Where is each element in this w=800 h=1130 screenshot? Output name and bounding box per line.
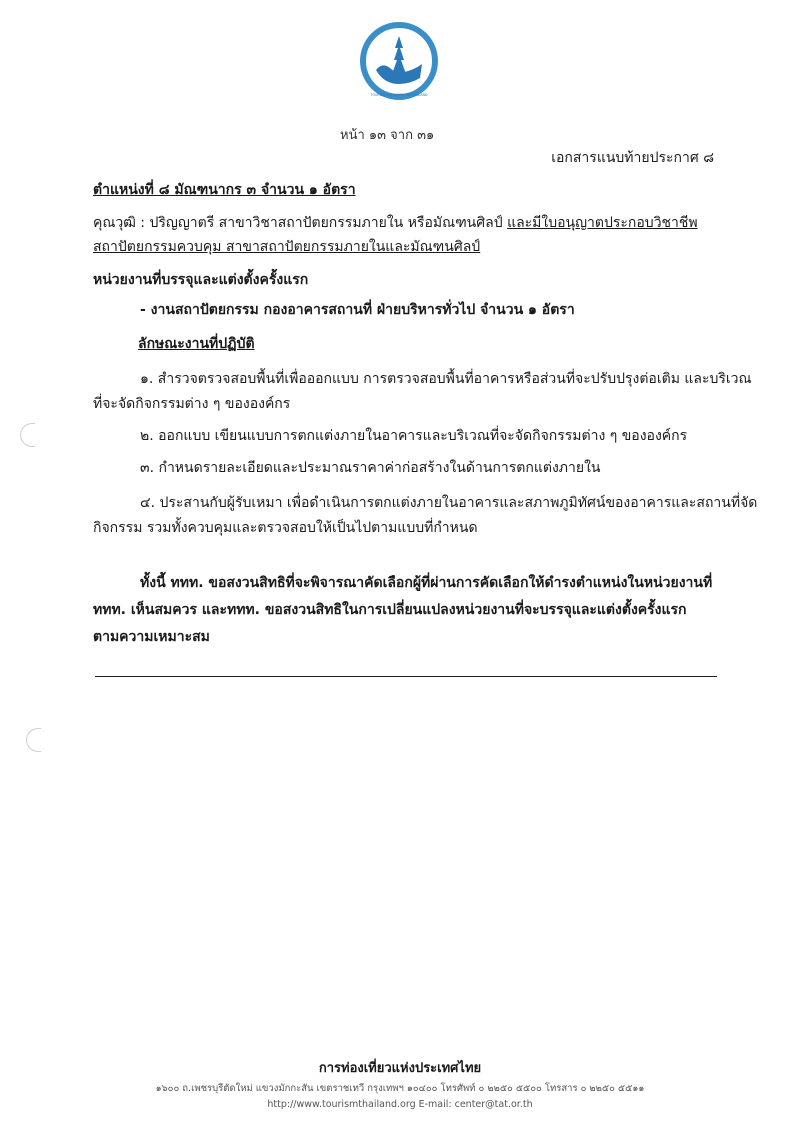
divider-line (95, 676, 717, 677)
duty-item-2: ๒. ออกแบบ เขียนแบบการตกแต่งภายในอาคารและบริเวณที่จะจัดกิจกรรมต่าง ๆ ขององค์กร (140, 428, 688, 444)
qualification-label: คุณวุฒิ : (93, 215, 146, 231)
tat-logo-icon (360, 22, 438, 100)
page-number: หน้า ๑๓ จาก ๓๑ (340, 128, 435, 143)
punch-hole-mark (20, 423, 35, 447)
unit-heading: หน่วยงานที่บรรจุและแต่งตั้งครั้งแรก (93, 272, 309, 288)
unit-item: - งานสถาปัตยกรรม กองอาคารสถานที่ ฝ่ายบริหารทั่วไป จำนวน ๑ อัตรา (140, 302, 575, 318)
document-reference: เอกสารแนบท้ายประกาศ ๘ (551, 150, 714, 166)
logo-top-text: ททท (392, 28, 406, 36)
footer-contact: http://www.tourismthailand.org E-mail: center@tat.or.th (267, 1099, 533, 1110)
duty-item-1-line1: ๑. สำรวจตรวจสอบพื้นที่เพื่อออกแบบ การตรวจสอบพื้นที่อาคารหรือส่วนที่จะปรับปรุงต่อเติม และบริเวณ (140, 371, 752, 387)
note-line-2: ททท. เห็นสมควร และททท. ขอสงวนสิทธิในการเปลี่ยนแปลงหน่วยงานที่จะบรรจุและแต่งตั้งครั้งแรก (93, 602, 687, 618)
footer-organization: การท่องเที่ยวแห่งประเทศไทย (318, 1061, 482, 1076)
duty-item-4-line2: กิจกรรม รวมทั้งควบคุมและตรวจสอบให้เป็นไปตามแบบที่กำหนด (93, 520, 478, 536)
qualification-license: และมีใบอนุญาตประกอบวิชาชีพ (507, 215, 698, 231)
duty-item-1-line2: ที่จะจัดกิจกรรมต่าง ๆ ขององค์กร (93, 396, 291, 412)
footer-address: ๑๖๐๐ ถ.เพชรบุรีตัดใหม่ แขวงมักกะสัน เขตราชเทวี กรุงเทพฯ ๑๐๔๐๐ โทรศัพท์ ๐ ๒๒๕๐ ๕๕๐๐ โทรสาร ๐ ๒๒๕๐ ๕๕๑๑ (155, 1083, 645, 1094)
position-title: ตำแหน่งที่ ๘ มัณฑนากร ๓ จำนวน ๑ อัตรา (93, 182, 356, 198)
qualification-license-line2: สถาปัตยกรรมควบคุม สาขาสถาปัตยกรรมภายในและมัณฑนศิลป์ (93, 239, 481, 255)
qualification-text: ปริญญาตรี สาขาวิชาสถาปัตยกรรมภายใน หรือมัณฑนศิลป์ (149, 215, 503, 231)
duties-heading: ลักษณะงานที่ปฏิบัติ (138, 336, 255, 352)
punch-hole-mark (26, 728, 41, 752)
note-line-1: ทั้งนี้ ททท. ขอสงวนสิทธิที่จะพิจารณาคัดเลือกผู้ที่ผ่านการคัดเลือกให้ดำรงตำแหน่งในหน่วยงานที่ (140, 575, 713, 591)
duty-item-3: ๓. กำหนดรายละเอียดและประมาณราคาค่าก่อสร้างในด้านการตกแต่งภายใน (140, 460, 601, 476)
note-line-3: ตามความเหมาะสม (93, 629, 210, 645)
qualification-line (93, 216, 698, 230)
duty-item-4-line1: ๔. ประสานกับผู้รับเหมา เพื่อดำเนินการตกแต่งภายในอาคารและสภาพภูมิทัศน์ของอาคารและสถานที่จัด (140, 495, 758, 511)
logo-bottom-text: TOURISM AUTHORITY OF THAILAND (370, 93, 428, 97)
